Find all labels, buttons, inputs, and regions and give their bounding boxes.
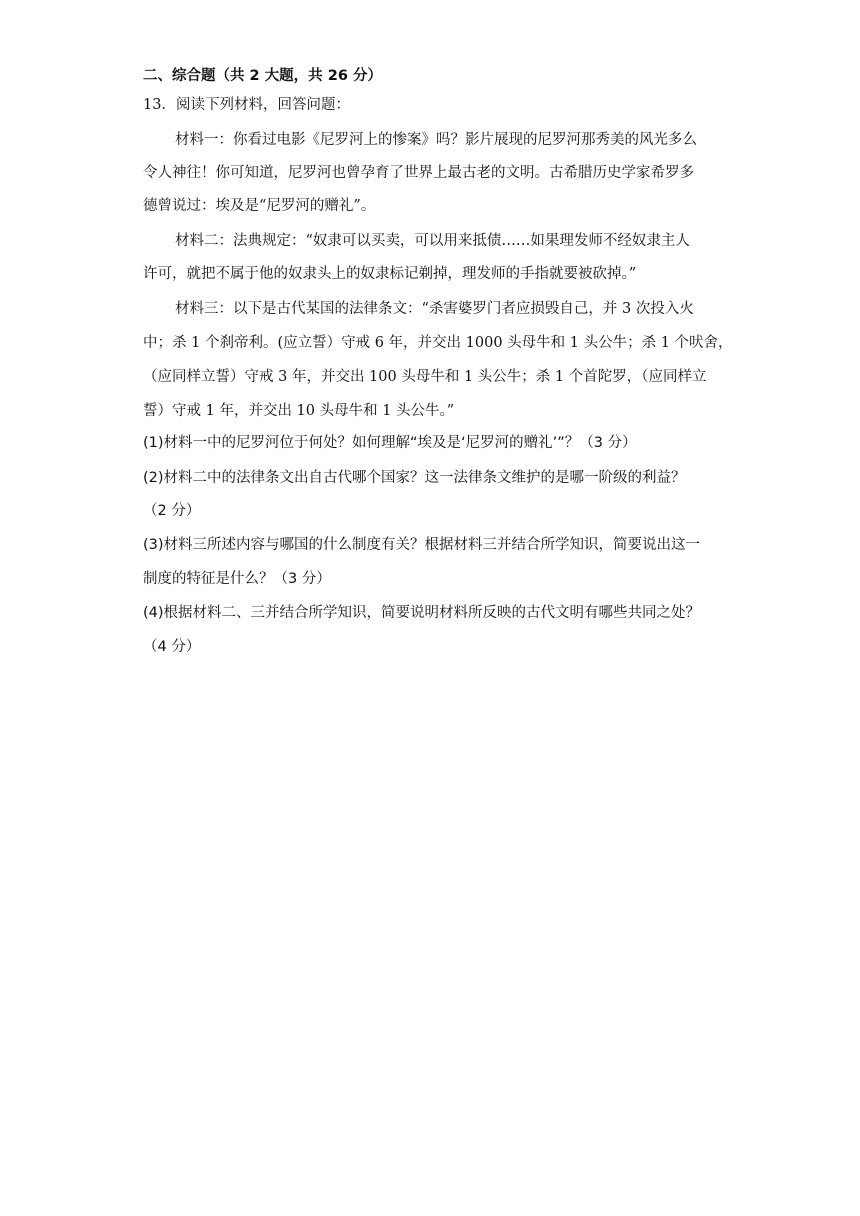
material3-line-3: （应同样立誓）守戒 3 年，并交出 100 头母牛和 1 头公牛；杀 1 个首陀罗，（应同样立 xyxy=(143,369,707,385)
sub-question-2-score: （2 分） xyxy=(143,503,201,519)
sub-question-3-cont: 制度的特征是什么？（3 分） xyxy=(143,571,331,587)
sub-question-4: (4)根据材料二、三并结合所学知识，简要说明材料所反映的古代文明有哪些共同之处？ xyxy=(143,605,701,621)
sub-question-3: (3)材料三所述内容与哪国的什么制度有关？根据材料三并结合所学知识，简要说出这一 xyxy=(143,537,701,553)
material1-line-2: 令人神往！你可知道，尼罗河也曾孕育了世界上最古老的文明。古希腊历史学家希罗多 xyxy=(143,165,694,181)
sub-question-2: (2)材料二中的法律条文出自古代哪个国家？这一法律条文维护的是哪一阶级的利益？ xyxy=(143,470,686,486)
material3-line-2: 中；杀 1 个刹帝利。(应立誓）守戒 6 年，并交出 1000 头母牛和 1 头公牛；杀 1 个吠舍， xyxy=(143,335,733,351)
material2-line-1: 材料二：法典规定：“奴隶可以买卖，可以用来抵债……如果理发师不经奴隶主人 xyxy=(175,233,690,249)
material3-line-1: 材料三：以下是古代某国的法律条文：“杀害婆罗门者应损毁自己，并 3 次投入火 xyxy=(175,301,694,317)
material1-line-1: 材料一：你看过电影《尼罗河上的惨案》吗？影片展现的尼罗河那秀美的风光多么 xyxy=(175,132,697,148)
material3-line-4: 誓）守戒 1 年，并交出 10 头母牛和 1 头公牛。” xyxy=(143,403,455,419)
section-title: 二、综合题（共 2 大题，共 26 分） xyxy=(143,68,382,84)
material1-line-3: 德曾说过：埃及是“尼罗河的赠礼”。 xyxy=(143,198,376,214)
sub-question-1: (1)材料一中的尼罗河位于何处？如何理解“埃及是‘尼罗河的赠礼’”？（3 分） xyxy=(143,435,637,451)
question-stem: 13．阅读下列材料，回答问题： xyxy=(143,97,350,113)
material2-line-2: 许可，就把不属于他的奴隶头上的奴隶标记剃掉，理发师的手指就要被砍掉。” xyxy=(143,266,637,282)
sub-question-4-score: （4 分） xyxy=(143,639,201,655)
